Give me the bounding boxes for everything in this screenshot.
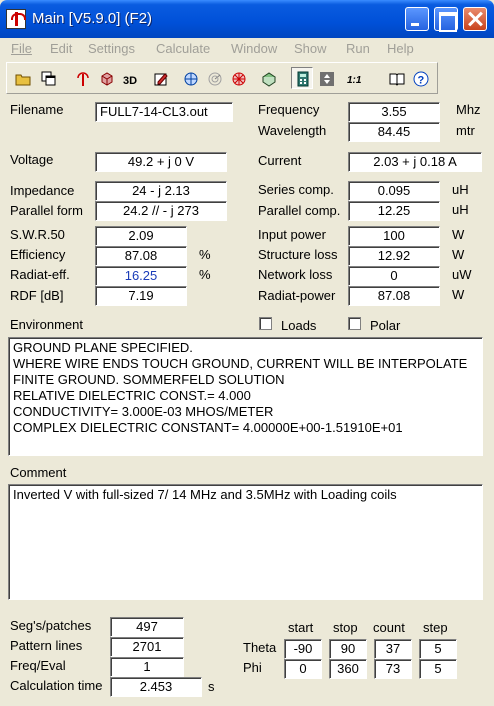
cube-icon bbox=[99, 71, 115, 87]
open-folder-icon bbox=[15, 71, 31, 87]
comment-textarea[interactable] bbox=[8, 484, 483, 600]
efficiency-label: Efficiency bbox=[10, 247, 66, 262]
calc-time-unit: s bbox=[208, 679, 215, 694]
3d-view-icon bbox=[123, 71, 139, 87]
geometry-button[interactable] bbox=[95, 67, 117, 89]
radiat-power-field[interactable]: 87.08 bbox=[348, 286, 440, 306]
radiat-eff-label: Radiat-eff. bbox=[10, 267, 70, 282]
near-field-button[interactable] bbox=[203, 67, 225, 89]
current-field[interactable]: 2.03 + j 0.18 A bbox=[348, 152, 482, 172]
polar-label: Polar bbox=[370, 318, 401, 333]
radiat-power-unit: W bbox=[452, 287, 465, 302]
toolbar bbox=[6, 62, 438, 94]
network-loss-field[interactable]: 0 bbox=[348, 266, 440, 286]
network-loss-unit: uW bbox=[452, 267, 472, 282]
freq-eval-field[interactable]: 1 bbox=[110, 657, 184, 677]
input-power-field[interactable]: 100 bbox=[348, 226, 440, 246]
copy-windows-icon bbox=[41, 71, 57, 87]
pattern-lines-field[interactable]: 2701 bbox=[110, 637, 184, 657]
minimize-button[interactable] bbox=[405, 7, 429, 31]
sweep-header-step: step bbox=[423, 620, 448, 635]
menu-window[interactable]: Window bbox=[231, 41, 278, 56]
export-button[interactable] bbox=[257, 67, 279, 89]
close-button[interactable] bbox=[463, 7, 487, 31]
environment-line: COMPLEX DIELECTRIC CONSTANT= 4.00000E+00-1.51910E+01 bbox=[13, 420, 403, 435]
filename-field[interactable]: FULL7-14-CL3.out bbox=[95, 102, 233, 122]
theta-label: Theta bbox=[243, 640, 277, 655]
calculator-icon bbox=[295, 71, 311, 87]
parallel-comp-unit: uH bbox=[452, 202, 469, 217]
environment-line: GROUND PLANE SPECIFIED. bbox=[13, 340, 193, 355]
svg-text:3D: 3D bbox=[123, 75, 138, 87]
parallel-form-label: Parallel form bbox=[10, 203, 83, 218]
comment-text: Inverted V with full-sized 7/ 14 MHz and 3.5MHz with Loading coils bbox=[13, 487, 397, 502]
voltage-field[interactable]: 49.2 + j 0 V bbox=[95, 152, 227, 172]
menu-bar bbox=[3, 38, 491, 60]
edit-geometry-icon bbox=[153, 71, 169, 87]
view-3d-button[interactable] bbox=[119, 67, 141, 89]
windows-button[interactable] bbox=[37, 67, 59, 89]
input-power-label: Input power bbox=[258, 227, 326, 242]
wavelength-field[interactable]: 84.45 bbox=[348, 122, 440, 142]
series-comp-field[interactable]: 0.095 bbox=[348, 181, 440, 201]
maximize-button[interactable] bbox=[434, 7, 458, 31]
scale-button[interactable] bbox=[343, 67, 365, 89]
sweep-header-count: count bbox=[373, 620, 405, 635]
calc-time-label: Calculation time bbox=[10, 678, 103, 693]
filename-label: Filename bbox=[10, 102, 64, 117]
far-field-button[interactable] bbox=[227, 67, 249, 89]
comment-label: Comment bbox=[10, 465, 67, 480]
environment-line: CONDUCTIVITY= 3.000E-03 MHOS/METER bbox=[13, 404, 274, 419]
menu-edit[interactable]: Edit bbox=[50, 41, 73, 56]
window-title: Main [V5.9.0] (F2) bbox=[32, 10, 153, 27]
theta-start-field[interactable]: -90 bbox=[284, 639, 322, 659]
export-icon bbox=[261, 71, 277, 87]
menu-file[interactable]: File bbox=[11, 41, 32, 56]
impedance-field[interactable]: 24 - j 2.13 bbox=[95, 181, 227, 201]
polar-checkbox[interactable] bbox=[348, 317, 361, 330]
phi-stop-field[interactable]: 360 bbox=[329, 659, 367, 679]
menu-show[interactable]: Show bbox=[294, 41, 327, 56]
swr-label: S.W.R.50 bbox=[10, 227, 65, 242]
menu-help[interactable]: Help bbox=[387, 41, 414, 56]
help-button[interactable] bbox=[409, 67, 431, 89]
efficiency-field[interactable]: 87.08 bbox=[95, 246, 187, 266]
parallel-comp-label: Parallel comp. bbox=[258, 203, 341, 218]
svg-text:1:1: 1:1 bbox=[347, 75, 362, 86]
network-loss-label: Network loss bbox=[258, 267, 333, 282]
voltage-label: Voltage bbox=[10, 152, 54, 167]
input-power-unit: W bbox=[452, 227, 465, 242]
frequency-field[interactable]: 3.55 bbox=[348, 102, 440, 122]
swr-field[interactable]: 2.09 bbox=[95, 226, 187, 246]
sweep-header-start: start bbox=[288, 620, 314, 635]
pattern-button[interactable] bbox=[179, 67, 201, 89]
loads-checkbox[interactable] bbox=[259, 317, 272, 330]
phi-count-field[interactable]: 73 bbox=[374, 659, 412, 679]
antenna-icon bbox=[75, 71, 91, 87]
segs-label: Seg's/patches bbox=[10, 618, 92, 633]
theta-count-field[interactable]: 37 bbox=[374, 639, 412, 659]
environment-line: FINITE GROUND. SOMMERFELD SOLUTION bbox=[13, 372, 285, 387]
environment-textarea[interactable] bbox=[8, 337, 483, 456]
wavelength-label: Wavelength bbox=[258, 123, 327, 138]
antenna-button[interactable] bbox=[71, 67, 93, 89]
phi-step-field[interactable]: 5 bbox=[419, 659, 457, 679]
wavelength-unit: mtr bbox=[456, 123, 475, 138]
optimize-icon bbox=[319, 71, 335, 87]
target-icon bbox=[231, 71, 247, 87]
environment-label: Environment bbox=[10, 317, 83, 332]
segs-field[interactable]: 497 bbox=[110, 617, 184, 637]
parallel-comp-field[interactable]: 12.25 bbox=[348, 201, 440, 221]
pattern-lines-label: Pattern lines bbox=[10, 638, 83, 653]
radar-icon bbox=[207, 71, 223, 87]
calculator-button[interactable] bbox=[291, 67, 313, 89]
radiat-eff-field[interactable]: 16.25 bbox=[95, 266, 187, 286]
freq-eval-label: Freq/Eval bbox=[10, 658, 66, 673]
structure-loss-unit: W bbox=[452, 247, 465, 262]
radiat-eff-unit: % bbox=[199, 267, 211, 282]
phi-start-field[interactable]: 0 bbox=[284, 659, 322, 679]
theta-stop-field[interactable]: 90 bbox=[329, 639, 367, 659]
series-comp-label: Series comp. bbox=[258, 182, 334, 197]
edit-button[interactable] bbox=[149, 67, 171, 89]
help-icon bbox=[413, 71, 429, 87]
manual-button[interactable] bbox=[385, 67, 407, 89]
svg-text:?: ? bbox=[417, 74, 425, 87]
environment-line: RELATIVE DIELECTRIC CONST.= 4.000 bbox=[13, 388, 251, 403]
rdf-field[interactable]: 7.19 bbox=[95, 286, 187, 306]
menu-settings[interactable]: Settings bbox=[88, 41, 135, 56]
loads-label: Loads bbox=[281, 318, 317, 333]
efficiency-unit: % bbox=[199, 247, 211, 262]
series-comp-unit: uH bbox=[452, 182, 469, 197]
menu-run[interactable]: Run bbox=[346, 41, 370, 56]
structure-loss-label: Structure loss bbox=[258, 247, 338, 262]
structure-loss-field[interactable]: 12.92 bbox=[348, 246, 440, 266]
pattern-icon bbox=[183, 71, 199, 87]
antenna-app-icon bbox=[6, 9, 26, 29]
open-button[interactable] bbox=[11, 67, 33, 89]
frequency-unit: Mhz bbox=[456, 102, 481, 117]
one-to-one-icon bbox=[347, 71, 363, 87]
optimize-button[interactable] bbox=[315, 67, 337, 89]
current-label: Current bbox=[258, 153, 302, 168]
frequency-label: Frequency bbox=[258, 102, 320, 117]
radiat-power-label: Radiat-power bbox=[258, 288, 336, 303]
book-icon bbox=[389, 71, 405, 87]
sweep-header-stop: stop bbox=[333, 620, 358, 635]
calc-time-field[interactable]: 2.453 bbox=[110, 677, 202, 697]
environment-line: WHERE WIRE ENDS TOUCH GROUND, CURRENT WILL BE INTERPOLATE bbox=[13, 356, 468, 371]
phi-label: Phi bbox=[243, 660, 262, 675]
impedance-label: Impedance bbox=[10, 183, 75, 198]
theta-step-field[interactable]: 5 bbox=[419, 639, 457, 659]
title-bar[interactable] bbox=[0, 0, 494, 38]
menu-calculate[interactable]: Calculate bbox=[156, 41, 211, 56]
rdf-label: RDF [dB] bbox=[10, 288, 64, 303]
parallel-form-field[interactable]: 24.2 // - j 273 bbox=[95, 201, 227, 221]
